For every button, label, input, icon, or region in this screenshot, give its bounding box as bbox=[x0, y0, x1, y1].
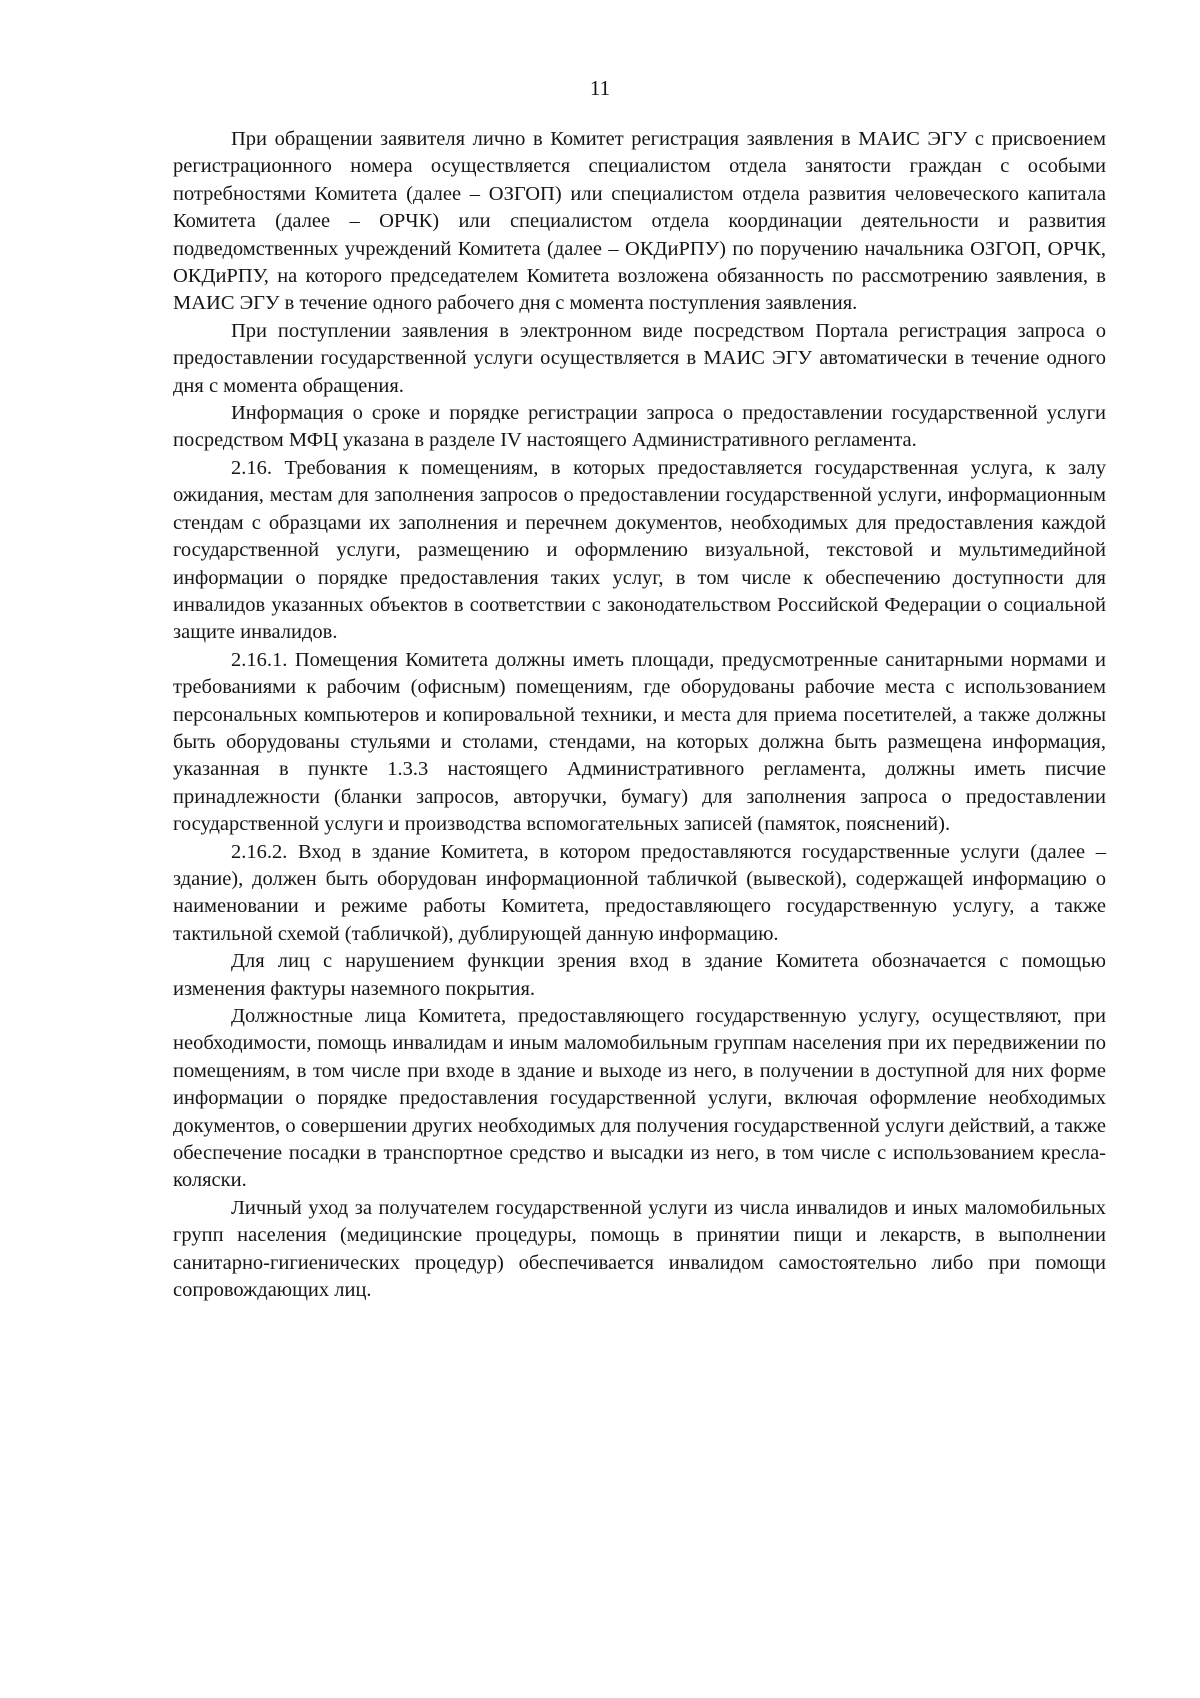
page-number: 11 bbox=[589, 76, 611, 100]
document-body bbox=[173, 126, 1106, 1304]
paragraph-section-2-16-1: 2.16.1. Помещения Комитета должны иметь площади, предусмотренные санитарными нормами и требованиями к рабочим (офисным) помещениям, где оборудованы рабочие места с использованием персональных компьютеров и копировальной техники, и места для приема посетителей, а также должны быть оборудованы стульями и столами, стендами, на которых должна быть размещена информация, указанная в пункте 1.3.3 настоящего Административного регламента, должны иметь писчие принадлежности (бланки запросов, авторучки, бумагу) для заполнения запроса о предоставлении государственной услуги и производства вспомогательных записей (памяток, пояснений). bbox=[173, 648, 1106, 836]
paragraph-section-2-16-2: 2.16.2. Вход в здание Комитета, в котором предоставляются государственные услуги (далее – здание), должен быть оборудован информационной табличкой (вывеской), содержащей информацию о наименовании и режиме работы Комитета, предоставляющего государственную услугу, а также тактильной схемой (табличкой), дублирующей данную информацию. bbox=[173, 840, 1106, 945]
paragraph-vision-impaired-entrance: Для лиц с нарушением функции зрения вход в здание Комитета обозначается с помощью изменения фактуры наземного покрытия. bbox=[173, 950, 1106, 1000]
paragraph-personal-care: Личный уход за получателем государственной услуги из числа инвалидов и иных маломобильных групп населения (медицинские процедуры, помощь в принятии пищи и лекарств, в выполнении санитарно-гигиенических процедур) обеспечивается инвалидом самостоятельно либо при помощи сопровождающих лиц. bbox=[173, 1196, 1106, 1302]
paragraph-section-2-16: 2.16. Требования к помещениям, в которых предоставляется государственная услуга, к залу ожидания, местам для заполнения запросов о предоставлении государственной услуги, информационным стендам с образцами их заполнения и перечнем документов, необходимых для предоставления каждой государственной услуги, размещению и оформлению визуальной, текстовой и мультимедийной информации о порядке предоставления таких услуг, в том числе к обеспечению доступности для инвалидов указанных объектов в соответствии с законодательством Российской Федерации о социальной защите инвалидов. bbox=[173, 456, 1106, 644]
paragraph-registration-portal: При поступлении заявления в электронном виде посредством Портала регистрация запроса о предоставлении государственной услуги осуществляется в МАИС ЭГУ автоматически в течение одного дня с момента обращения. bbox=[173, 319, 1106, 397]
paragraph-staff-assistance: Должностные лица Комитета, предоставляющего государственную услугу, осуществляют, при необходимости, помощь инвалидам и иным маломобильным группам населения при их передвижении по помещениям, в том числе при входе в здание и выходе из него, в получении в доступной для них форме информации о порядке предоставления государственной услуги, включая оформление необходимых документов, о совершении других необходимых для получения государственной услуги действий, а также обеспечение посадки в транспортное средство и высадки из него, в том числе с использованием кресла-коляски. bbox=[173, 1005, 1106, 1192]
paragraph-registration-mfc: Информация о сроке и порядке регистрации запроса о предоставлении государственной услуги посредством МФЦ указана в разделе IV настоящего Административного регламента. bbox=[173, 402, 1106, 452]
paragraph-registration-in-person: При обращении заявителя лично в Комитет регистрация заявления в МАИС ЭГУ с присвоением регистрационного номера осуществляется специалистом отдела занятости граждан с особыми потребностями Комитета (далее – ОЗГОП) или специалистом отдела развития человеческого капитала Комитета (далее – ОРЧК) или специалистом отдела координации деятельности и развития подведомственных учреждений Комитета (далее – ОКДиРПУ) по поручению начальника ОЗГОП, ОРЧК, ОКДиРПУ, на которого председателем Комитета возложена обязанность по рассмотрению заявления, в МАИС ЭГУ в течение одного рабочего дня с момента поступления заявления. bbox=[173, 128, 1106, 315]
